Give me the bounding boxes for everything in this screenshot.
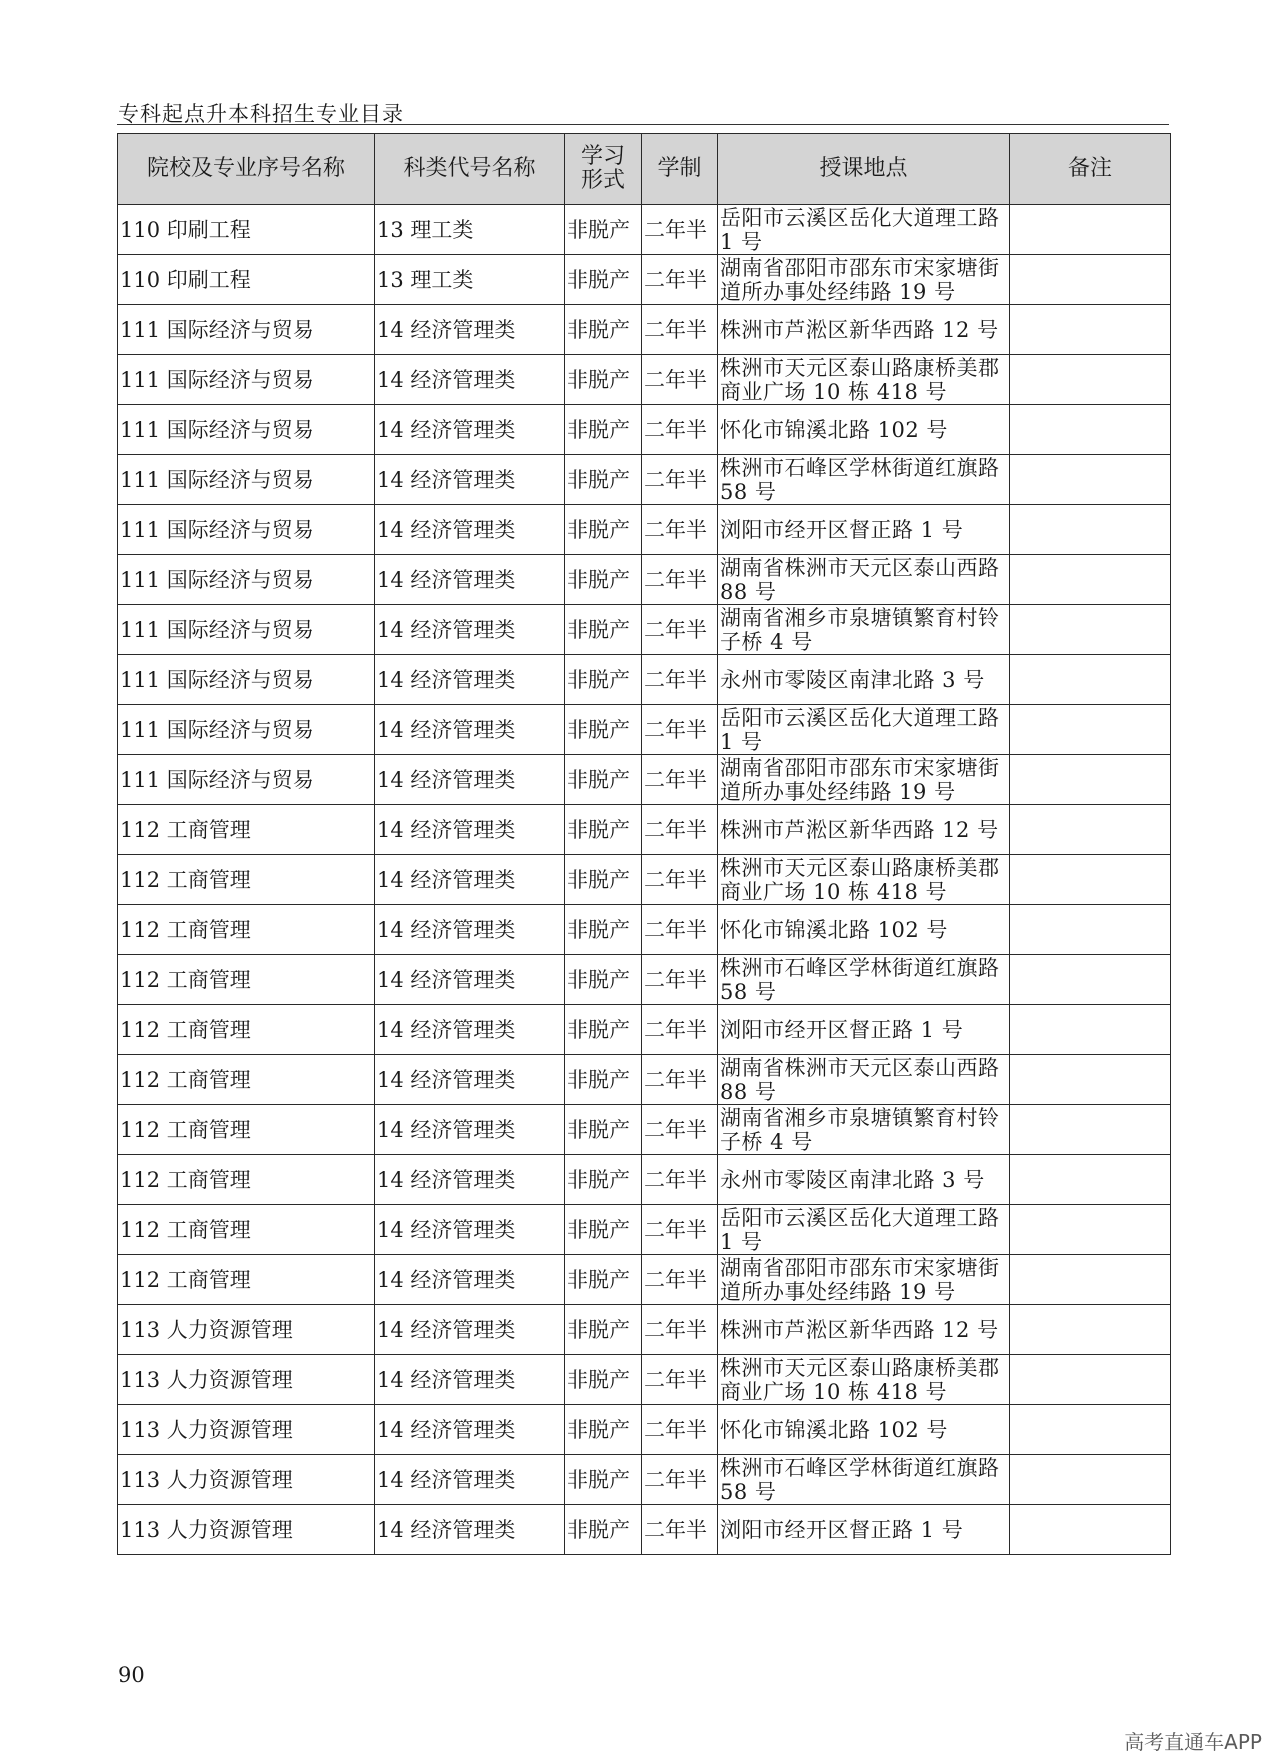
cell-duration: 二年半 [642,1005,718,1055]
cell-note [1010,555,1171,605]
cell-location: 湖南省邵阳市邵东市宋家塘街道所办事处经纬路 19 号 [718,1255,1010,1305]
table-row [118,755,1171,805]
cell-major: 112 工商管理 [118,905,375,955]
cell-study-mode: 非脱产 [565,705,642,755]
table-header-row [118,134,1171,205]
header-rule [117,124,1169,125]
cell-study-mode: 非脱产 [565,1005,642,1055]
cell-study-mode: 非脱产 [565,1155,642,1205]
cell-location: 湖南省湘乡市泉塘镇繁育村铃子桥 4 号 [718,605,1010,655]
cell-note [1010,805,1171,855]
cell-study-mode: 非脱产 [565,605,642,655]
header-location: 授课地点 [718,134,1010,205]
table-row [118,455,1171,505]
table-row [118,705,1171,755]
cell-duration: 二年半 [642,405,718,455]
cell-duration: 二年半 [642,1355,718,1405]
cell-location: 株洲市石峰区学林街道红旗路 58 号 [718,1455,1010,1505]
cell-note [1010,1005,1171,1055]
cell-location: 株洲市石峰区学林街道红旗路 58 号 [718,955,1010,1005]
cell-major: 110 印刷工程 [118,205,375,255]
cell-category: 14 经济管理类 [375,1405,565,1455]
table-row [118,1455,1171,1505]
cell-note [1010,1055,1171,1105]
cell-location: 岳阳市云溪区岳化大道理工路 1 号 [718,1205,1010,1255]
cell-note [1010,655,1171,705]
cell-duration: 二年半 [642,755,718,805]
cell-duration: 二年半 [642,605,718,655]
cell-duration: 二年半 [642,1305,718,1355]
header-duration: 学制 [642,134,718,205]
cell-category: 14 经济管理类 [375,1105,565,1155]
cell-note [1010,1155,1171,1205]
cell-major: 111 国际经济与贸易 [118,305,375,355]
cell-location: 株洲市石峰区学林街道红旗路 58 号 [718,455,1010,505]
cell-study-mode: 非脱产 [565,255,642,305]
cell-note [1010,505,1171,555]
table-row [118,205,1171,255]
cell-major: 112 工商管理 [118,1055,375,1105]
cell-study-mode: 非脱产 [565,355,642,405]
cell-study-mode: 非脱产 [565,1305,642,1355]
cell-note [1010,255,1171,305]
cell-major: 111 国际经济与贸易 [118,405,375,455]
cell-location: 浏阳市经开区督正路 1 号 [718,505,1010,555]
cell-major: 112 工商管理 [118,955,375,1005]
cell-category: 14 经济管理类 [375,1305,565,1355]
cell-location: 浏阳市经开区督正路 1 号 [718,1505,1010,1555]
header-note: 备注 [1010,134,1171,205]
table-row [118,505,1171,555]
cell-duration: 二年半 [642,1055,718,1105]
cell-location: 浏阳市经开区督正路 1 号 [718,1005,1010,1055]
cell-note [1010,205,1171,255]
cell-duration: 二年半 [642,1505,718,1555]
cell-location: 株洲市芦淞区新华西路 12 号 [718,805,1010,855]
table-row [118,1305,1171,1355]
cell-study-mode: 非脱产 [565,1105,642,1155]
cell-major: 111 国际经济与贸易 [118,355,375,405]
cell-note [1010,1505,1171,1555]
cell-duration: 二年半 [642,455,718,505]
cell-major: 113 人力资源管理 [118,1355,375,1405]
cell-major: 112 工商管理 [118,805,375,855]
table-row [118,255,1171,305]
table-row [118,855,1171,905]
cell-study-mode: 非脱产 [565,1405,642,1455]
cell-duration: 二年半 [642,1455,718,1505]
table-row [118,1055,1171,1105]
cell-category: 14 经济管理类 [375,505,565,555]
cell-note [1010,1205,1171,1255]
cell-study-mode: 非脱产 [565,1055,642,1105]
cell-note [1010,1105,1171,1155]
page-number: 90 [118,1663,145,1687]
cell-major: 113 人力资源管理 [118,1405,375,1455]
cell-duration: 二年半 [642,905,718,955]
cell-category: 14 经济管理类 [375,1205,565,1255]
cell-note [1010,305,1171,355]
cell-duration: 二年半 [642,555,718,605]
cell-major: 112 工商管理 [118,1155,375,1205]
cell-duration: 二年半 [642,505,718,555]
cell-study-mode: 非脱产 [565,1255,642,1305]
cell-study-mode: 非脱产 [565,205,642,255]
cell-note [1010,605,1171,655]
cell-study-mode: 非脱产 [565,955,642,1005]
table-row [118,805,1171,855]
cell-note [1010,1255,1171,1305]
table-row [118,355,1171,405]
cell-category: 14 经济管理类 [375,855,565,905]
cell-category: 13 理工类 [375,205,565,255]
cell-duration: 二年半 [642,705,718,755]
table-row [118,1105,1171,1155]
table-row [118,655,1171,705]
table-row [118,905,1171,955]
table-row [118,1205,1171,1255]
cell-study-mode: 非脱产 [565,1205,642,1255]
cell-duration: 二年半 [642,255,718,305]
cell-major: 111 国际经济与贸易 [118,605,375,655]
cell-location: 岳阳市云溪区岳化大道理工路 1 号 [718,205,1010,255]
cell-category: 14 经济管理类 [375,655,565,705]
cell-study-mode: 非脱产 [565,1355,642,1405]
table-row [118,1155,1171,1205]
header-category: 科类代号名称 [375,134,565,205]
cell-study-mode: 非脱产 [565,455,642,505]
table-row [118,605,1171,655]
cell-duration: 二年半 [642,805,718,855]
cell-location: 永州市零陵区南津北路 3 号 [718,1155,1010,1205]
watermark-text: 高考直通车APP [1124,1730,1262,1754]
cell-category: 14 经济管理类 [375,1455,565,1505]
cell-note [1010,355,1171,405]
cell-category: 14 经济管理类 [375,605,565,655]
cell-duration: 二年半 [642,205,718,255]
cell-category: 14 经济管理类 [375,1005,565,1055]
cell-location: 怀化市锦溪北路 102 号 [718,1405,1010,1455]
cell-note [1010,905,1171,955]
cell-location: 株洲市芦淞区新华西路 12 号 [718,305,1010,355]
cell-major: 111 国际经济与贸易 [118,755,375,805]
cell-category: 14 经济管理类 [375,1055,565,1105]
cell-major: 112 工商管理 [118,855,375,905]
cell-location: 株洲市天元区泰山路康桥美郡商业广场 10 栋 418 号 [718,1355,1010,1405]
cell-major: 113 人力资源管理 [118,1505,375,1555]
cell-study-mode: 非脱产 [565,905,642,955]
cell-duration: 二年半 [642,1255,718,1305]
running-head: 专科起点升本科招生专业目录 [118,102,404,126]
cell-location: 怀化市锦溪北路 102 号 [718,905,1010,955]
cell-major: 112 工商管理 [118,1255,375,1305]
cell-location: 岳阳市云溪区岳化大道理工路 1 号 [718,705,1010,755]
cell-location: 湖南省株洲市天元区泰山西路 88 号 [718,555,1010,605]
cell-note [1010,1405,1171,1455]
cell-location: 株洲市芦淞区新华西路 12 号 [718,1305,1010,1355]
cell-category: 14 经济管理类 [375,355,565,405]
cell-category: 14 经济管理类 [375,705,565,755]
cell-location: 株洲市天元区泰山路康桥美郡商业广场 10 栋 418 号 [718,855,1010,905]
cell-major: 112 工商管理 [118,1205,375,1255]
cell-note [1010,1355,1171,1405]
cell-major: 113 人力资源管理 [118,1305,375,1355]
cell-category: 14 经济管理类 [375,455,565,505]
cell-study-mode: 非脱产 [565,855,642,905]
cell-note [1010,1305,1171,1355]
cell-major: 110 印刷工程 [118,255,375,305]
cell-category: 14 经济管理类 [375,1255,565,1305]
cell-major: 111 国际经济与贸易 [118,455,375,505]
table-body [118,205,1171,1555]
cell-duration: 二年半 [642,305,718,355]
cell-location: 怀化市锦溪北路 102 号 [718,405,1010,455]
header-major: 院校及专业序号名称 [118,134,375,205]
cell-study-mode: 非脱产 [565,755,642,805]
cell-location: 湖南省株洲市天元区泰山西路 88 号 [718,1055,1010,1105]
cell-category: 14 经济管理类 [375,1355,565,1405]
program-catalog-table [117,133,1171,1555]
table-row [118,1405,1171,1455]
cell-duration: 二年半 [642,1155,718,1205]
cell-major: 111 国际经济与贸易 [118,705,375,755]
cell-major: 112 工商管理 [118,1005,375,1055]
cell-study-mode: 非脱产 [565,655,642,705]
cell-note [1010,955,1171,1005]
cell-major: 111 国际经济与贸易 [118,555,375,605]
cell-study-mode: 非脱产 [565,805,642,855]
cell-category: 14 经济管理类 [375,805,565,855]
cell-category: 14 经济管理类 [375,555,565,605]
cell-study-mode: 非脱产 [565,305,642,355]
cell-study-mode: 非脱产 [565,405,642,455]
cell-category: 14 经济管理类 [375,405,565,455]
cell-location: 湖南省邵阳市邵东市宋家塘街道所办事处经纬路 19 号 [718,755,1010,805]
cell-study-mode: 非脱产 [565,555,642,605]
cell-study-mode: 非脱产 [565,1455,642,1505]
cell-note [1010,705,1171,755]
cell-location: 永州市零陵区南津北路 3 号 [718,655,1010,705]
table-row [118,555,1171,605]
cell-category: 13 理工类 [375,255,565,305]
table-row [118,405,1171,455]
cell-study-mode: 非脱产 [565,505,642,555]
cell-duration: 二年半 [642,955,718,1005]
cell-category: 14 经济管理类 [375,305,565,355]
table-row [118,305,1171,355]
cell-note [1010,755,1171,805]
cell-category: 14 经济管理类 [375,955,565,1005]
cell-major: 113 人力资源管理 [118,1455,375,1505]
cell-duration: 二年半 [642,1205,718,1255]
cell-duration: 二年半 [642,355,718,405]
cell-note [1010,855,1171,905]
cell-duration: 二年半 [642,1405,718,1455]
cell-major: 111 国际经济与贸易 [118,655,375,705]
header-study-mode: 学习 形式 [565,134,642,205]
cell-duration: 二年半 [642,855,718,905]
table-row [118,1255,1171,1305]
cell-location: 湖南省邵阳市邵东市宋家塘街道所办事处经纬路 19 号 [718,255,1010,305]
cell-category: 14 经济管理类 [375,905,565,955]
cell-note [1010,455,1171,505]
table-row [118,955,1171,1005]
cell-location: 株洲市天元区泰山路康桥美郡商业广场 10 栋 418 号 [718,355,1010,405]
table-row [118,1505,1171,1555]
cell-location: 湖南省湘乡市泉塘镇繁育村铃子桥 4 号 [718,1105,1010,1155]
table-row [118,1005,1171,1055]
cell-major: 111 国际经济与贸易 [118,505,375,555]
cell-note [1010,1455,1171,1505]
table-row [118,1355,1171,1405]
cell-duration: 二年半 [642,655,718,705]
cell-study-mode: 非脱产 [565,1505,642,1555]
cell-major: 112 工商管理 [118,1105,375,1155]
cell-category: 14 经济管理类 [375,755,565,805]
cell-duration: 二年半 [642,1105,718,1155]
cell-category: 14 经济管理类 [375,1155,565,1205]
cell-note [1010,405,1171,455]
cell-category: 14 经济管理类 [375,1505,565,1555]
